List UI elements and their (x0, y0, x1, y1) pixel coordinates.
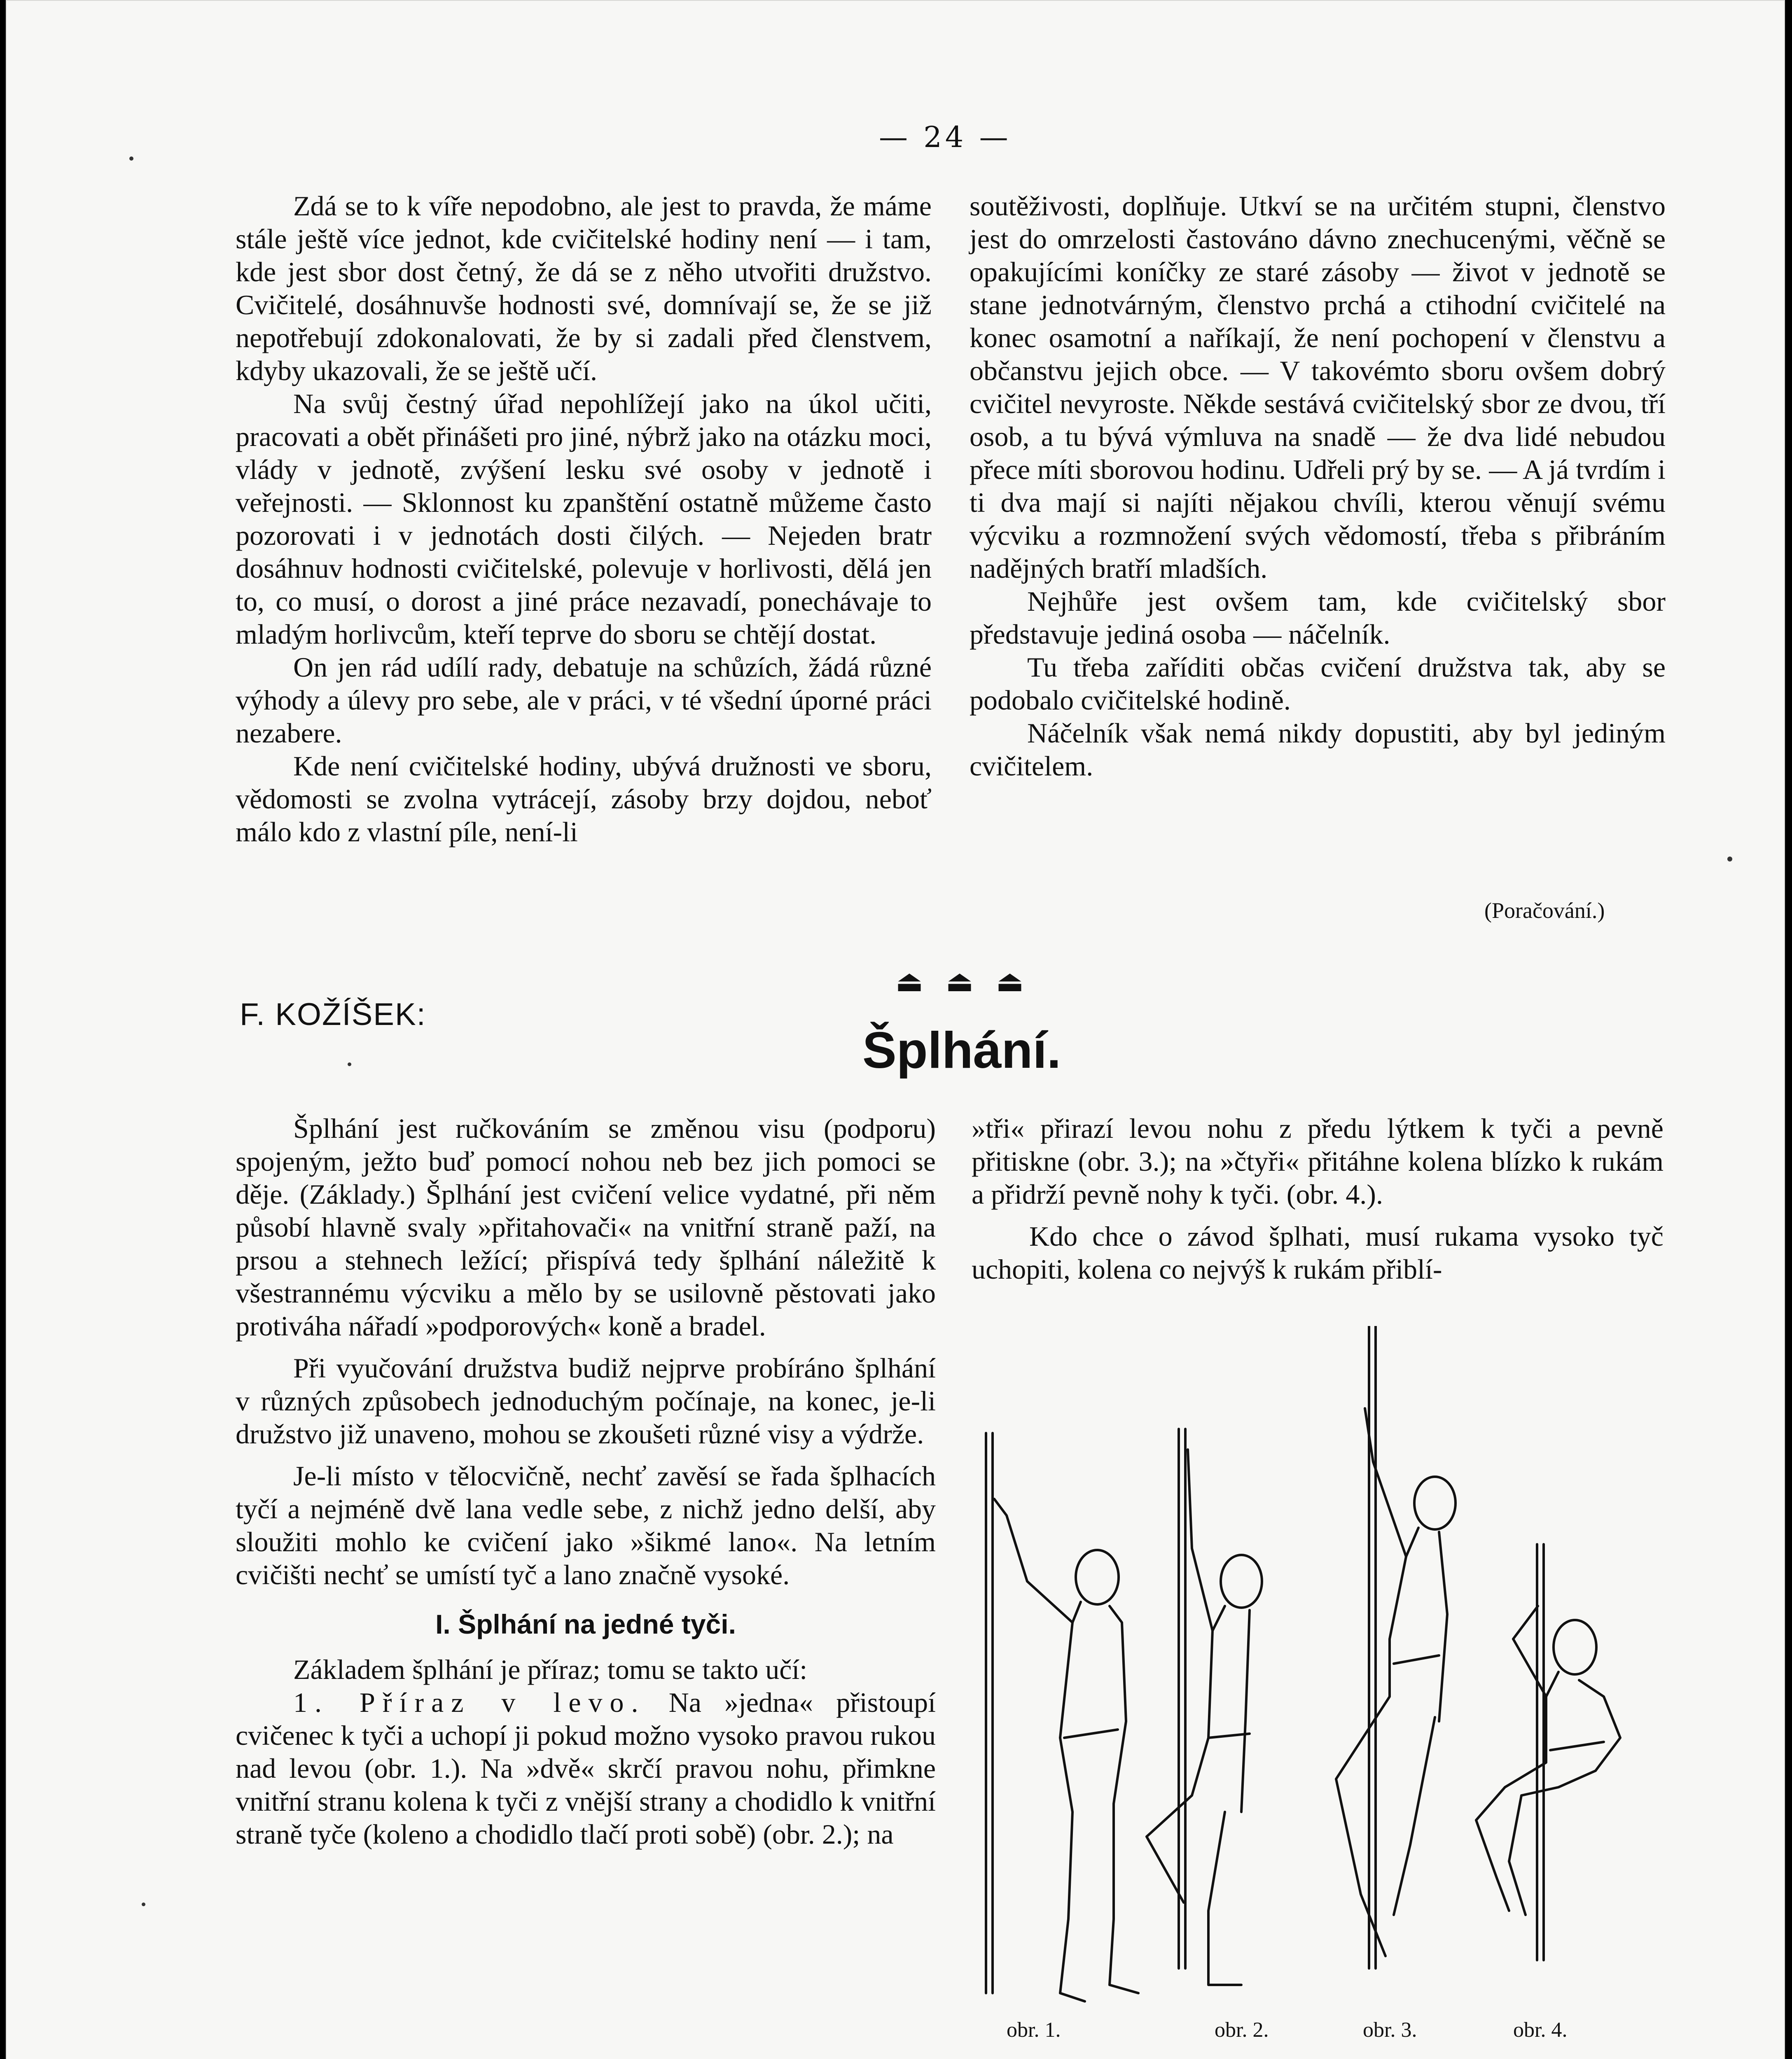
exercise-label: 1. Příraz v levo. (293, 1687, 646, 1718)
figure-4 (1476, 1606, 1620, 1915)
scan-speck (129, 156, 133, 161)
author: F. KOŽÍŠEK: (240, 997, 426, 1032)
paragraph: On jen rád udílí rady, debatuje na schůzích, žádá různé výhody a úlevy pro sebe, ale v práci, v té všední úporné práci nezabere. (236, 651, 932, 749)
column-a (236, 189, 932, 848)
paragraph: Náčelník však nemá nikdy dopustiti, aby byl jediným cvičitelem. (970, 717, 1666, 782)
paragraph: Kde není cvičitelské hodiny, ubývá družnosti ve sboru, vědomosti se zvolna vytrácejí, zásoby brzy dojdou, neboť málo kdo z vlastní píle, není-li (236, 750, 932, 847)
section-ornament: ⏏ ⏏ ⏏ (895, 965, 1032, 998)
figure-3 (1336, 1408, 1456, 1956)
scan-speck (142, 1903, 145, 1906)
paragraph: Při vyučování družstva budiž nejprve probíráno šplhání v různých způsobech jednoduchým počínaje, na konec, je-li družstvo již unaveno, mohou se zkoušeti různé visy a výdrže. (236, 1352, 936, 1450)
paragraph: »tři« přirazí levou nohu z předu lýtkem k tyči a pevně přitiskne (obr. 3.); na »čtyři« přitáhne kolena blízko k rukám a přidrží pevně nohy k tyči. (obr. 4.). (972, 1113, 1663, 1210)
page-number: — 24 — (879, 120, 1012, 154)
caption: obr. 3. (1363, 2018, 1417, 2042)
figure-2 (1147, 1450, 1262, 1985)
page (6, 0, 1785, 2059)
paragraph: Je-li místo v tělocvičně, nechť zavěsí se řada šplhacích tyčí a nejméně dvě lana vedle sebe, z nichž jedno delší, aby sloužiti mohlo ke cvičení jako »šikmé lano«. Na letním cvičišti nechť se umístí tyč a lano značně vysoké. (236, 1460, 936, 1590)
continued-note: (Poračování.) (1484, 898, 1605, 923)
exercise-paragraph (236, 1686, 936, 1851)
article-title: Šplhání. (862, 1022, 1061, 1079)
column-c (236, 1112, 936, 1851)
scan-speck (348, 1062, 351, 1066)
paragraph: Nejhůře jest ovšem tam, kde cvičitelský sbor představuje jediná osoba — náčelník. (970, 586, 1666, 650)
caption: obr. 4. (1513, 2018, 1568, 2042)
paragraph: soutěživosti, doplňuje. Utkví se na určitém stupni, členstvo jest do omrzelosti častováno dávno znechucenými, věčně se opakujícími koníčky ze staré zásoby — život v jednotě se stane jednotvárným, členstvo prchá a ctihodní cvičitelé na konec osamotní a naříkají, že není pochopení v členstvu a občanstvu jejich obce. — V takovémto sboru ovšem dobrý cvičitel nevyroste. Někde sestává cvičitelský sbor ze dvou, tří osob, a tu bývá výmluva na snadě — že dva lidé nebudou přece míti sborovou hodinu. Udřeli prý by se. — A já tvrdím i ti dva mají si najíti nějakou chvíli, kterou věnují svému výcviku a rozmnožení svých vědomostí, třeba s přibráním nadějných bratří mladších. (970, 190, 1666, 584)
paragraph: Šplhání jest ručkováním se změnou visu (podporu) spojeným, ježto buď pomocí nohou neb bez jich pomoci se děje. (Základy.) Šplhání jest cvičení velice vydatné, při něm působí hlavně svaly »přitahovači« na vnitřní straně paží, na prsou a stehnech ležící; přispívá tedy šplhání náležitě k všestrannému výcviku a mělo by se usilovně pěstovati jako protiváha nářadí »podporových« koně a bradel. (236, 1113, 936, 1342)
scan-speck (1727, 857, 1732, 861)
column-b (970, 189, 1666, 782)
paragraph: Základem šplhání je příraz; tomu se takto učí: (293, 1654, 808, 1685)
paragraph: Tu třeba zaříditi občas cvičení družstva tak, aby se podobalo cvičitelské hodině. (970, 651, 1666, 716)
exercise-text: Na »jedna« přistoupí cvičenec k tyči a uchopí ji pokud možno vysoko pravou rukou nad levou (obr. 1.). Na »dvě« skrčí pravou nohu, přimkne vnitřní stranu kolena k tyči z vnější strany a chodidlo k vnitřní straně tyče (koleno a chodidlo tlačí proti sobě) (obr. 2.); na (236, 1687, 936, 1850)
caption: obr. 2. (1215, 2018, 1269, 2042)
caption: obr. 1. (1007, 2018, 1061, 2042)
column-d (972, 1112, 1663, 1286)
paragraph: Na svůj čestný úřad nepohlížejí jako na úkol učiti, pracovati a obět přinášeti pro jiné, nýbrž jako na otázku moci, vlády v jednotě, zvýšení lesku své osoby v jednotě i veřejnosti. — Sklonnost ku zpanštění ostatně můžeme často pozorovati i v jednotách dosti čilých. — Nejeden bratr dosáhnuv hodnosti cvičitelské, polevuje v horlivosti, dělá jen to, co musí, o dorost a jiné práce nezavadí, ponechávaje to mladým horlivcům, kteří teprve do sboru se chtějí dostat. (236, 388, 932, 650)
climbing-illustration (978, 1326, 1661, 2051)
paragraph: Kdo chce o závod šplhati, musí rukama vysoko tyč uchopiti, kolena co nejvýš k rukám přiblí- (972, 1221, 1663, 1285)
paragraph: Zdá se to k víře nepodobno, ale jest to pravda, že máme stále ještě více jednot, kde cvičitelské hodiny není — i tam, kde jest sbor dost četný, že dá se z něho utvořiti družstvo. Cvičitelé, dosáhnuvše hodnosti své, domnívají se, že se již nepotřebují zdokonalovati, že by si zadali před členstvem, kdyby ukazovali, že se ještě učí. (236, 190, 932, 386)
figure-1 (994, 1499, 1138, 2001)
subheading: I. Šplhání na jedné tyči. (435, 1609, 736, 1639)
